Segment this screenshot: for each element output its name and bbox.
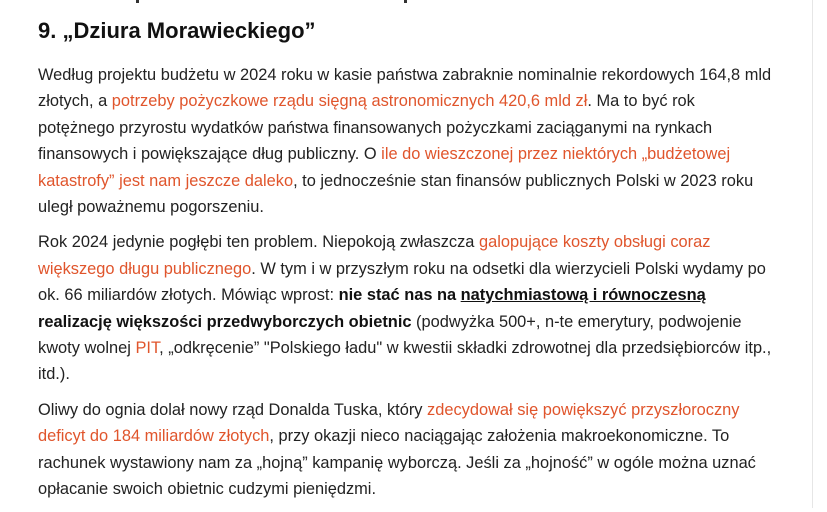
paragraph-2 [38,229,773,387]
link-borrowing-needs[interactable]: potrzeby pożyczkowe rządu sięgną astronomicznych 420,6 mld zł [111,92,588,111]
section-heading: 9. „Dziura Morawieckiego” [38,18,316,43]
link-pit[interactable]: PIT [135,339,160,358]
text: , to jednocześnie stan finansów publicznych Polski w 2023 roku uległ poważnemu pogorszeniu. [38,171,754,217]
link-budget-catastrophe[interactable]: ile do wieszczonej przez niektórych „budżetowej katastrofy” jest nam jeszcze daleko [38,145,731,190]
text: , „odkręcenie” "Polskiego ładu" w kwestii składki zdrowotnej dla przedsiębiorców itp., itd.). [38,339,772,384]
paragraph-3 [38,397,773,503]
right-divider [812,0,813,508]
bold-underlined-text: natychmiastową i równoczesną [460,286,706,305]
text: , przy okazji nieco naciągając założenia makroekonomiczne. To rachunek wystawiony nam za „hojną” kampanię wyborczą. Jeśli za „hojność” w ogóle można uznać opłacanie swoich obietnic cudzymi pieniędzmi. [38,427,756,499]
text: Rok 2024 jedynie pogłębi ten problem. Niepokoją zwłaszcza [38,233,479,252]
paragraph-1 [38,62,773,220]
text: . W tym i w przyszłym roku na odsetki dla wierzycieli Polski wydamy po ok. 66 miliardów złotych. Mówiąc wprost: [38,259,766,305]
link-deficit-increase[interactable]: zdecydował się powiększyć przyszłoroczny deficyt do 184 miliardów złotych [38,400,740,446]
top-edge-mark [136,0,139,3]
article-section [38,16,773,512]
text: Oliwy do ognia dolał nowy rząd Donalda Tuska, który [38,400,428,419]
bold-part: realizację większości przedwyborczych obietnic [38,312,412,331]
text: Według projektu budżetu w 2024 roku w kasie państwa zabraknie nominalnie rekordowych 164,8 mld złotych, a [38,66,772,111]
bold-part: nie stać nas na [338,286,461,305]
text: (podwyżka 500+, n-te emerytury, podwojenie kwoty wolnej [38,312,742,358]
top-edge-mark [404,0,407,3]
link-debt-service-costs[interactable]: galopujące koszty obsługi coraz większego długu publicznego [38,233,711,278]
text: . Ma to być rok potężnego przyrostu wydatków państwa finansowanych pożyczkami zaciąganymi na rynkach finansowych i powiększające dług publiczny. O [38,92,713,164]
top-edge-remnant [0,0,827,4]
